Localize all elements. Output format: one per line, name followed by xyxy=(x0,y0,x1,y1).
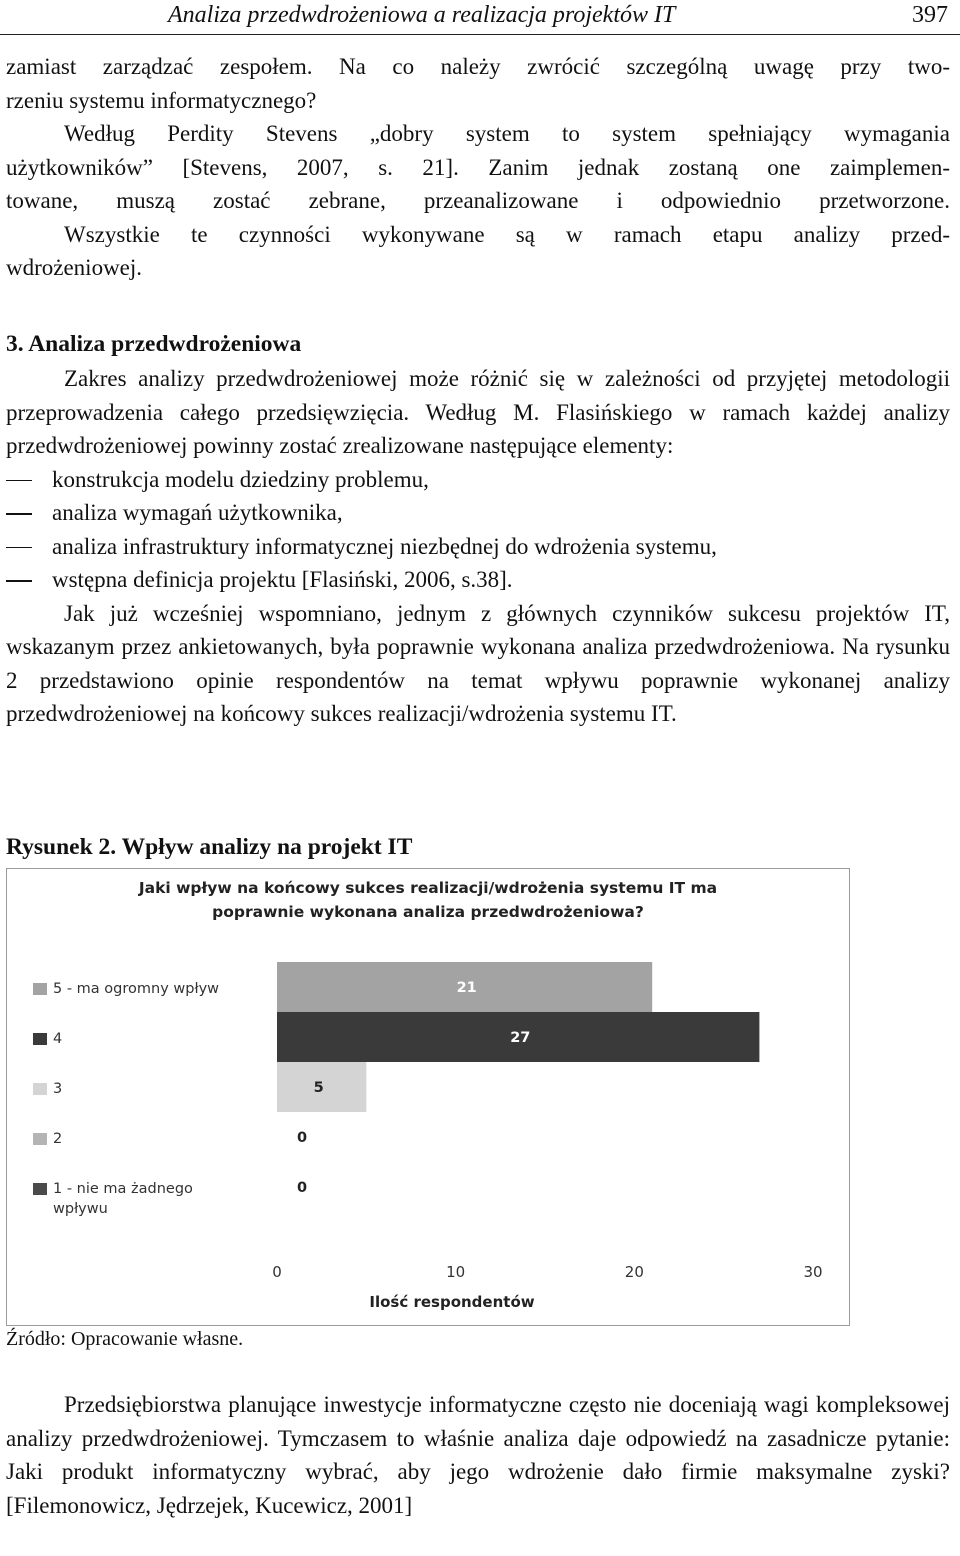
chart-title-line: poprawnie wykonana analiza przedwdrożeniowa? xyxy=(212,903,644,921)
data-label: 0 xyxy=(297,1180,308,1196)
section-body xyxy=(6,362,950,731)
legend-swatch xyxy=(33,1133,47,1145)
figure-caption: Rysunek 2. Wpływ analizy na projekt IT xyxy=(6,834,413,860)
x-tick-label: 20 xyxy=(624,1263,644,1281)
legend-swatch xyxy=(33,1033,47,1045)
closing-paragraph: Przedsiębiorstwa planujące inwestycje informatyczne często nie doceniają wagi kompleksowej analizy przedwdrożeniowej. Tymczasem to właśnie analiza daje odpowiedź na zasadnicze pytanie: Jaki produkt informatyczny wybrać, aby jego wdrożenie dało firmie maksymalne zyski? [Filemonowicz, Jędrzejek, Kucewicz, 2001] xyxy=(6,1392,950,1518)
requirements-list xyxy=(6,463,950,597)
list-item: analiza infrastruktury informatycznej niezbędnej do wdrożenia systemu, xyxy=(6,530,950,564)
figure-source: Źródło: Opracowanie własne. xyxy=(6,1328,244,1350)
intro-paragraph xyxy=(6,50,950,285)
chart-legend xyxy=(33,981,219,1217)
closing-section xyxy=(6,1388,950,1522)
intro-line: towane, muszą zostać zebrane, przeanalizowane i odpowiednio przetworzone. xyxy=(6,188,950,213)
intro-line: wdrożeniowej. xyxy=(6,255,143,280)
section-paragraph-2: Jak już wcześniej wspomniano, jednym z głównych czynników sukcesu projektów IT, wskazanym przez ankietowanych, była poprawnie wykonana analiza przedwdrożeniowa. Na rysunku 2 przedstawiono opinie respondentów na temat wpływu poprawnie wykonanej analizy przedwdrożeniowej na końcowy sukces realizacji/wdrożenia systemu IT. xyxy=(6,600,950,726)
legend-swatch xyxy=(33,983,47,995)
intro-line: Wszystkie te czynności wykonywane są w ramach etapu analizy przed- xyxy=(64,221,950,247)
data-label: 27 xyxy=(510,1030,531,1046)
legend-label: wpływu xyxy=(53,1201,108,1217)
intro-line: zamiast zarządzać zespołem. Na co należy zwrócić szczególną uwagę przy two- xyxy=(6,54,950,79)
legend-swatch xyxy=(33,1183,47,1195)
list-item: analiza wymagań użytkownika, xyxy=(6,496,950,530)
chart-frame xyxy=(6,868,850,1326)
legend-label: 4 xyxy=(53,1031,63,1047)
section-paragraph-1: Zakres analizy przedwdrożeniowej może różnić się w zależności od przyjętej metodologii przeprowadzenia całego przedsięwzięcia. Według M. Flasińskiego w ramach każdej analizy przedwdrożeniowej powinny zostać zrealizowane następujące elementy: xyxy=(6,366,950,458)
x-tick-label: 30 xyxy=(803,1263,823,1281)
x-axis-label: Ilość respondentów xyxy=(369,1293,535,1311)
list-item: konstrukcja modelu dziedziny problemu, xyxy=(6,463,950,497)
x-axis xyxy=(272,1263,822,1281)
intro-line: Według Perdity Stevens „dobry system to system spełniający wymagania xyxy=(64,121,950,146)
data-label: 21 xyxy=(456,980,477,996)
x-tick-label: 0 xyxy=(272,1263,282,1281)
intro-line: rzeniu systemu informatycznego? xyxy=(6,87,317,113)
running-header xyxy=(0,0,960,35)
legend-label: 3 xyxy=(53,1081,63,1097)
chart-title-line: Jaki wpływ na końcowy sukces realizacji/wdrożenia systemu IT ma xyxy=(138,879,718,897)
legend-swatch xyxy=(33,1083,47,1095)
bar-chart xyxy=(7,869,849,1325)
legend-label: 1 - nie ma żadnego xyxy=(53,1181,193,1197)
page-number: 397 xyxy=(912,2,948,28)
legend-label: 2 xyxy=(53,1131,63,1147)
data-label: 5 xyxy=(313,1080,324,1096)
intro-line: użytkowników” [Stevens, 2007, s. 21]. Zanim jednak zostaną one zaimplemen- xyxy=(6,154,950,180)
data-label: 0 xyxy=(297,1130,308,1146)
chart-bars xyxy=(277,962,759,1196)
list-item: wstępna definicja projektu [Flasiński, 2006, s.38]. xyxy=(6,563,950,597)
x-tick-label: 10 xyxy=(446,1263,466,1281)
running-title: Analiza przedwdrożeniowa a realizacja projektów IT xyxy=(168,2,676,28)
section-heading: 3. Analiza przedwdrożeniowa xyxy=(6,331,302,357)
legend-label: 5 - ma ogromny wpływ xyxy=(53,981,220,997)
